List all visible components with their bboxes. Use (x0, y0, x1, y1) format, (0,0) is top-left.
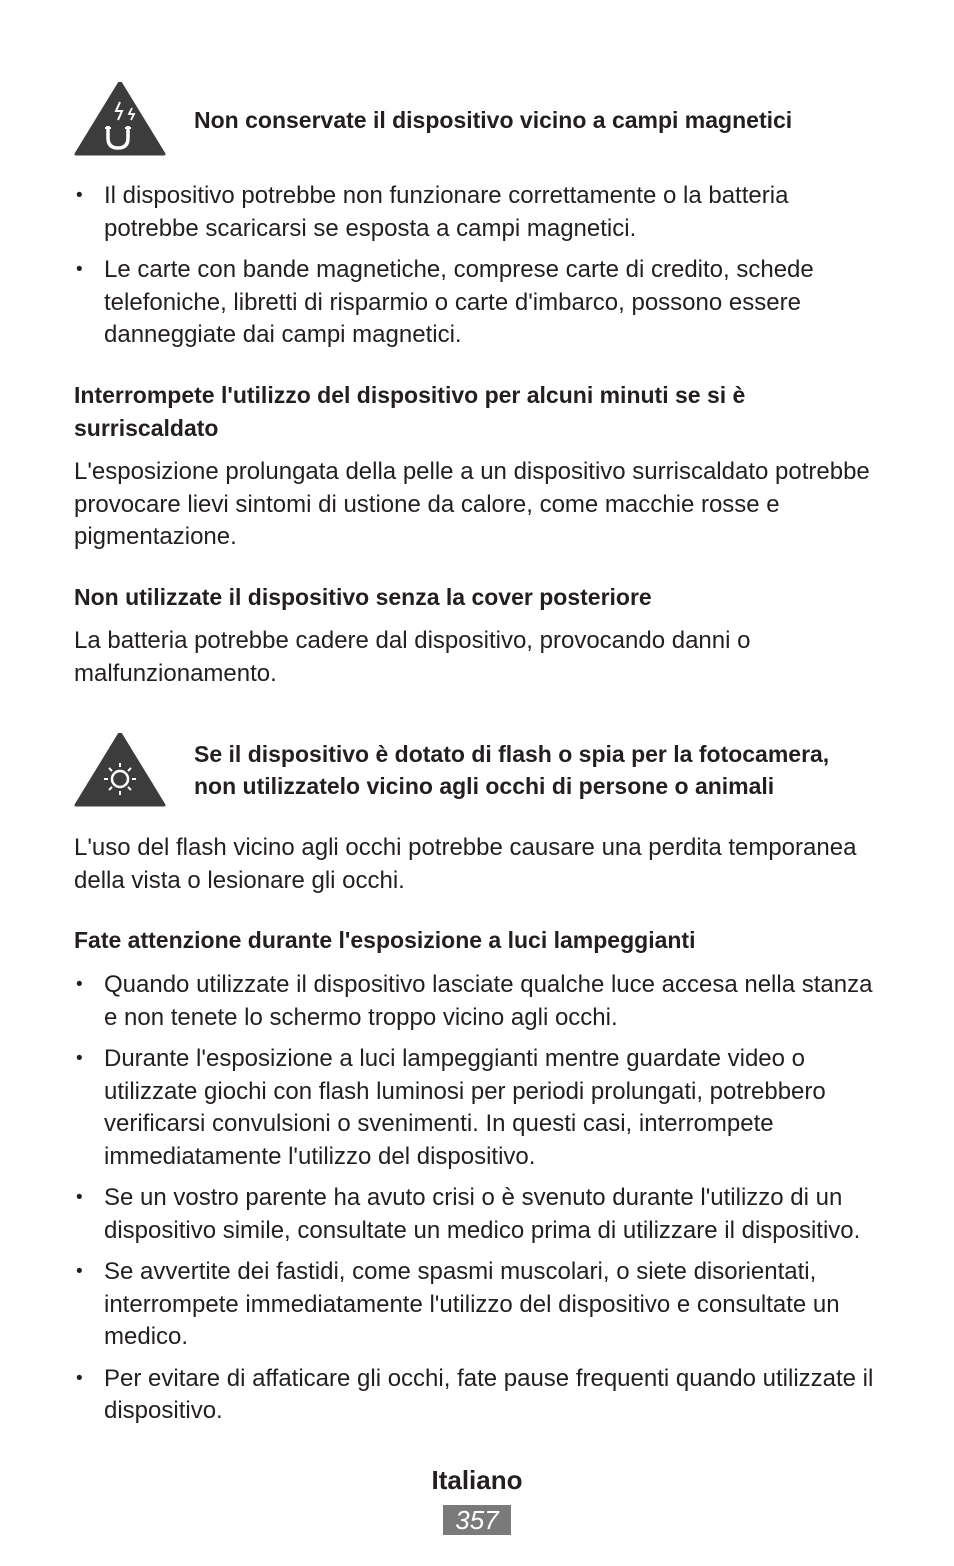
warning-title-line: non utilizzatelo vicino agli occhi di persone o animali (194, 773, 775, 799)
list-item: • Per evitare di affaticare gli occhi, fate pause frequenti quando utilizzate il dispositivo. (74, 1363, 874, 1428)
list-item: • Se un vostro parente ha avuto crisi o è svenuto durante l'utilizzo di un dispositivo simile, consultate un medico prima di utilizzare il dispositivo. (74, 1182, 874, 1247)
magnet-list (74, 180, 874, 361)
section-heading: Fate attenzione durante l'esposizione a luci lampeggianti (74, 927, 696, 953)
warning-title-line: Se il dispositivo è dotato di flash o spia per la fotocamera, (194, 741, 830, 767)
magnet-warning (74, 82, 874, 157)
list-item: • Durante l'esposizione a luci lampeggianti mentre guardate video o utilizzate giochi con flash luminosi per periodi prolungati, potrebbero verificarsi convulsioni o svenimenti. In questi casi, interrompete immediatamente l'utilizzo del dispositivo. (74, 1043, 874, 1173)
section-body: La batteria potrebbe cadere dal dispositivo, provocando danni o malfunzionamento. (74, 627, 751, 687)
flash-warning-icon (74, 733, 166, 807)
footer-language: Italiano (431, 1465, 523, 1495)
warning-title (194, 738, 829, 802)
flashing-lights-list (74, 969, 874, 1437)
section-body: L'uso del flash vicino agli occhi potrebbe causare una perdita temporanea della vista o lesionare gli occhi. (74, 834, 857, 894)
section-heading: Non utilizzate il dispositivo senza la cover posteriore (74, 584, 652, 610)
list-item: • Il dispositivo potrebbe non funzionare correttamente o la batteria potrebbe scaricarsi se esposta a campi magnetici. (74, 180, 874, 245)
warning-title: Non conservate il dispositivo vicino a campi magnetici (194, 107, 793, 133)
magnet-warning-icon (74, 82, 166, 156)
page-number: 357 (443, 1505, 511, 1535)
list-item: • Le carte con bande magnetiche, comprese carte di credito, schede telefoniche, libretti di risparmio o carte d'imbarco, possono essere danneggiate dai campi magnetici. (74, 254, 874, 352)
section-body: L'esposizione prolungata della pelle a un dispositivo surriscaldato potrebbe provocare lievi sintomi di ustione da calore, come macchie rosse e pigmentazione. (74, 458, 870, 550)
list-item: • Quando utilizzate il dispositivo lasciate qualche luce accesa nella stanza e non tenete lo schermo troppo vicino agli occhi. (74, 969, 874, 1034)
flash-warning (74, 733, 874, 808)
list-item: • Se avvertite dei fastidi, come spasmi muscolari, o siete disorientati, interrompete immediatamente l'utilizzo del dispositivo e consultate un medico. (74, 1256, 874, 1354)
section-heading: Interrompete l'utilizzo del dispositivo per alcuni minuti se si è surriscaldato (74, 382, 746, 441)
